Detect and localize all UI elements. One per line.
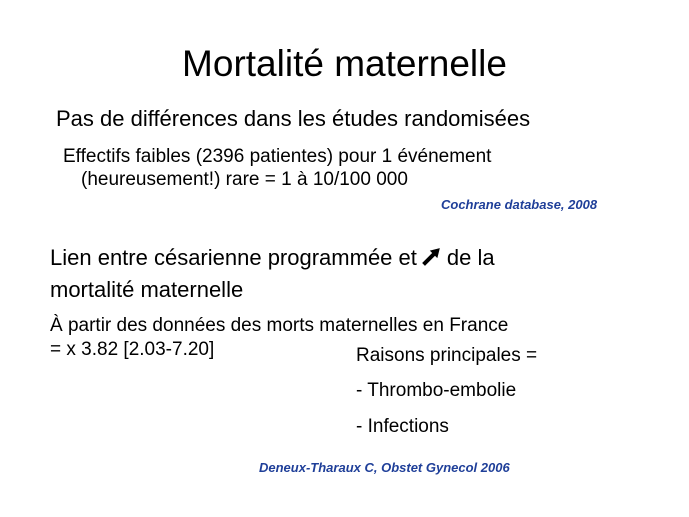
section2-heading-line2: mortalité maternelle bbox=[50, 277, 244, 302]
slide-title: Mortalité maternelle bbox=[182, 43, 507, 84]
cochrane-citation: Cochrane database, 2008 bbox=[441, 197, 598, 212]
reason-item: - Thrombo-embolie bbox=[356, 380, 517, 401]
deneux-tharaux-citation: Deneux-Tharaux C, Obstet Gynecol 2006 bbox=[259, 460, 510, 475]
section1-line2: (heureusement!) rare = 1 à 10/100 000 bbox=[81, 169, 408, 190]
section2-line2: = x 3.82 [2.03-7.20] bbox=[50, 339, 215, 360]
reasons-title: Raisons principales = bbox=[356, 345, 538, 366]
reason-item: - Infections bbox=[356, 416, 449, 437]
section1-heading: Pas de différences dans les études randomisées bbox=[56, 106, 531, 131]
section2-heading-part1: Lien entre césarienne programmée et bbox=[50, 245, 417, 270]
up-right-arrow-icon bbox=[421, 245, 443, 265]
section1-line1: Effectifs faibles (2396 patientes) pour 1 événement bbox=[63, 146, 492, 167]
section2-heading-part2: de la bbox=[446, 245, 495, 270]
section2-line1: À partir des données des morts maternelles en France bbox=[50, 315, 509, 336]
section2-heading bbox=[50, 243, 495, 273]
